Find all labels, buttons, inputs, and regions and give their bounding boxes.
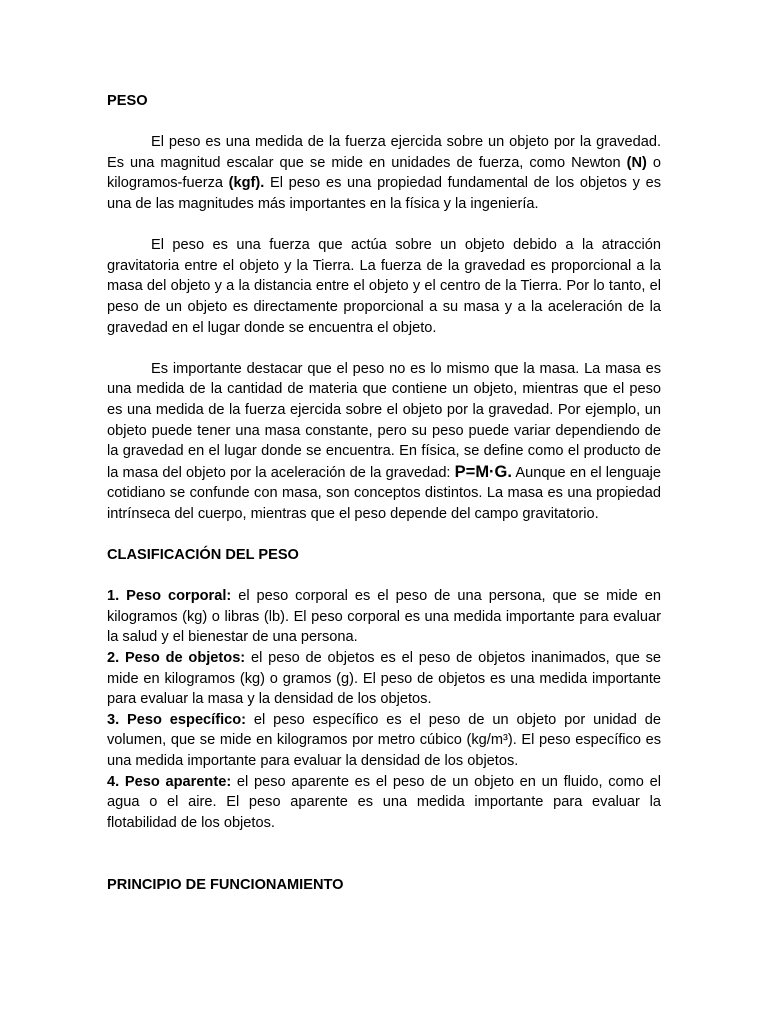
spacer [107,112,661,133]
paragraph-text: Es importante destacar que el peso no es lo mismo que la masa. La masa es una medida de la cantidad de materia que contiene un objeto, mientras que el peso es una medida de la fuerza ejercida sobre el objeto por la gravedad. Por ejemplo, un objeto puede tener una masa constante, pero su peso puede variar dependiendo de la gravedad en el lugar donde se encuentra. En física, se define como el producto de la masa del objeto por la aceleración de la gravedad: [107,360,661,481]
paragraph-text: El peso es una medida de la fuerza ejercida sobre un objeto por la gravedad. Es una magnitud escalar que se mide en unidades de fuerza, como Newton [107,134,661,171]
paragraph-text: o kilogramos-fuerza [107,154,661,192]
heading-principio: PRINCIPIO DE FUNCIONAMIENTO [107,876,344,893]
spacer [107,566,661,587]
spacer [107,524,661,545]
list-item-text: el peso aparente es el peso de un objeto en un fluido, como el agua o el aire. El peso aparente es una medida importante para evaluar la flotabilidad de los objetos. [107,773,661,831]
list-item-peso-aparente [107,772,661,834]
paragraph-text: El peso es una propiedad fundamental de los objetos y es una de las magnitudes más importantes en la física y la ingeniería. [107,175,661,212]
heading-clasificacion: CLASIFICACIÓN DEL PESO [107,547,299,564]
spacer [107,338,661,359]
list-item-label: 3. Peso específico: [107,711,247,728]
paragraph-definition [107,132,661,214]
spacer [107,215,661,236]
list-item-label: 4. Peso aparente: [107,773,232,790]
list-item-label: 2. Peso de objetos: [107,650,246,667]
list-item-label: 1. Peso corporal: [107,588,232,605]
unit-kgf: (kgf). [228,175,265,192]
unit-newton: (N) [626,154,647,171]
heading-peso: PESO [107,93,148,109]
paragraph-text: Aunque en el lenguaje cotidiano se confunde con masa, son conceptos distintos. La masa es una propiedad intrínseca del cuerpo, mientras que el peso depende del campo gravitatorio. [107,464,661,522]
list-item-text: el peso específico es el peso de un objeto por unidad de volumen, que se mide en kilogramos por metro cúbico (kg/m³). El peso específico es una medida importante para evaluar la densidad de los objetos. [107,711,661,769]
document-page [107,91,661,895]
list-item-peso-objetos [107,648,661,710]
list-item-text: el peso de objetos es el peso de objetos inanimados, que se mide en kilogramos (kg) o gramos (g). El peso de objetos es una medida importante para evaluar la masa y la densidad de los objetos. [107,650,662,708]
paragraph-mass-vs-weight [107,359,661,525]
list-item-peso-corporal [107,586,661,648]
paragraph-gravity: El peso es una fuerza que actúa sobre un objeto debido a la atracción gravitatoria entre el objeto y la Tierra. La fuerza de la gravedad es proporcional a la masa del objeto y a la distancia entre el objeto y el centro de la Tierra. Por lo tanto, el peso de un objeto es directamente proporcional a su masa y a la aceleración de la gravedad en el lugar donde se encuentra el objeto. [107,237,661,336]
list-item-text: el peso corporal es el peso de una persona, que se mide en kilogramos (kg) o libras (lb). El peso corporal es una medida importante para evaluar la salud y el bienestar de una persona. [107,588,661,646]
list-item-peso-especifico [107,710,661,772]
spacer [107,833,661,874]
formula-weight: P=M·G. [454,462,512,481]
